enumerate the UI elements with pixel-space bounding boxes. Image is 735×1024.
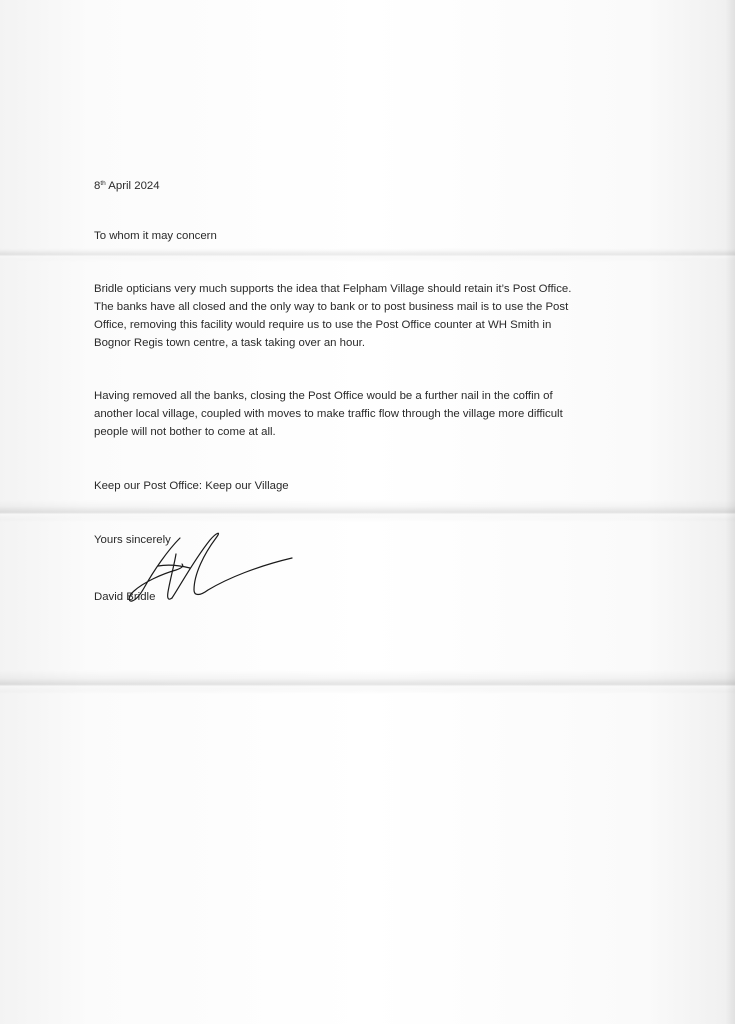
paragraph-1-line: The banks have all closed and the only way to bank or to post business mail is to use the Post: [94, 301, 569, 313]
paper-fold: [0, 678, 735, 692]
closing: Yours sincerely: [94, 534, 171, 546]
salutation: To whom it may concern: [94, 230, 217, 242]
letter-date: [94, 175, 160, 195]
paragraph-1-line: Bridle opticians very much supports the idea that Felpham Village should retain it’s Post Office.: [94, 283, 572, 295]
date-month-year: April 2024: [105, 180, 160, 192]
handwritten-signature: [118, 522, 298, 608]
paragraph-1: [94, 280, 571, 352]
paper-edge-shadow: [725, 0, 735, 1024]
paragraph-1-line: Bognor Regis town centre, a task taking over an hour.: [94, 337, 365, 349]
slogan: Keep our Post Office: Keep our Village: [94, 480, 289, 492]
date-day: 8: [94, 180, 101, 192]
paragraph-1-line: Office, removing this facility would require us to use the Post Office counter at WH Smith in: [94, 319, 552, 331]
paper-fold: [0, 506, 735, 520]
paragraph-2-line: people will not bother to come at all.: [94, 426, 276, 438]
paragraph-2-line: Having removed all the banks, closing the Post Office would be a further nail in the coffin of: [94, 390, 553, 402]
paragraph-2: [94, 387, 563, 441]
date-suffix: th: [100, 180, 106, 187]
signatory-name: David Bridle: [94, 591, 156, 603]
paragraph-2-line: another local village, coupled with moves to make traffic flow through the village more difficult: [94, 408, 563, 420]
paper-fold: [0, 248, 735, 262]
